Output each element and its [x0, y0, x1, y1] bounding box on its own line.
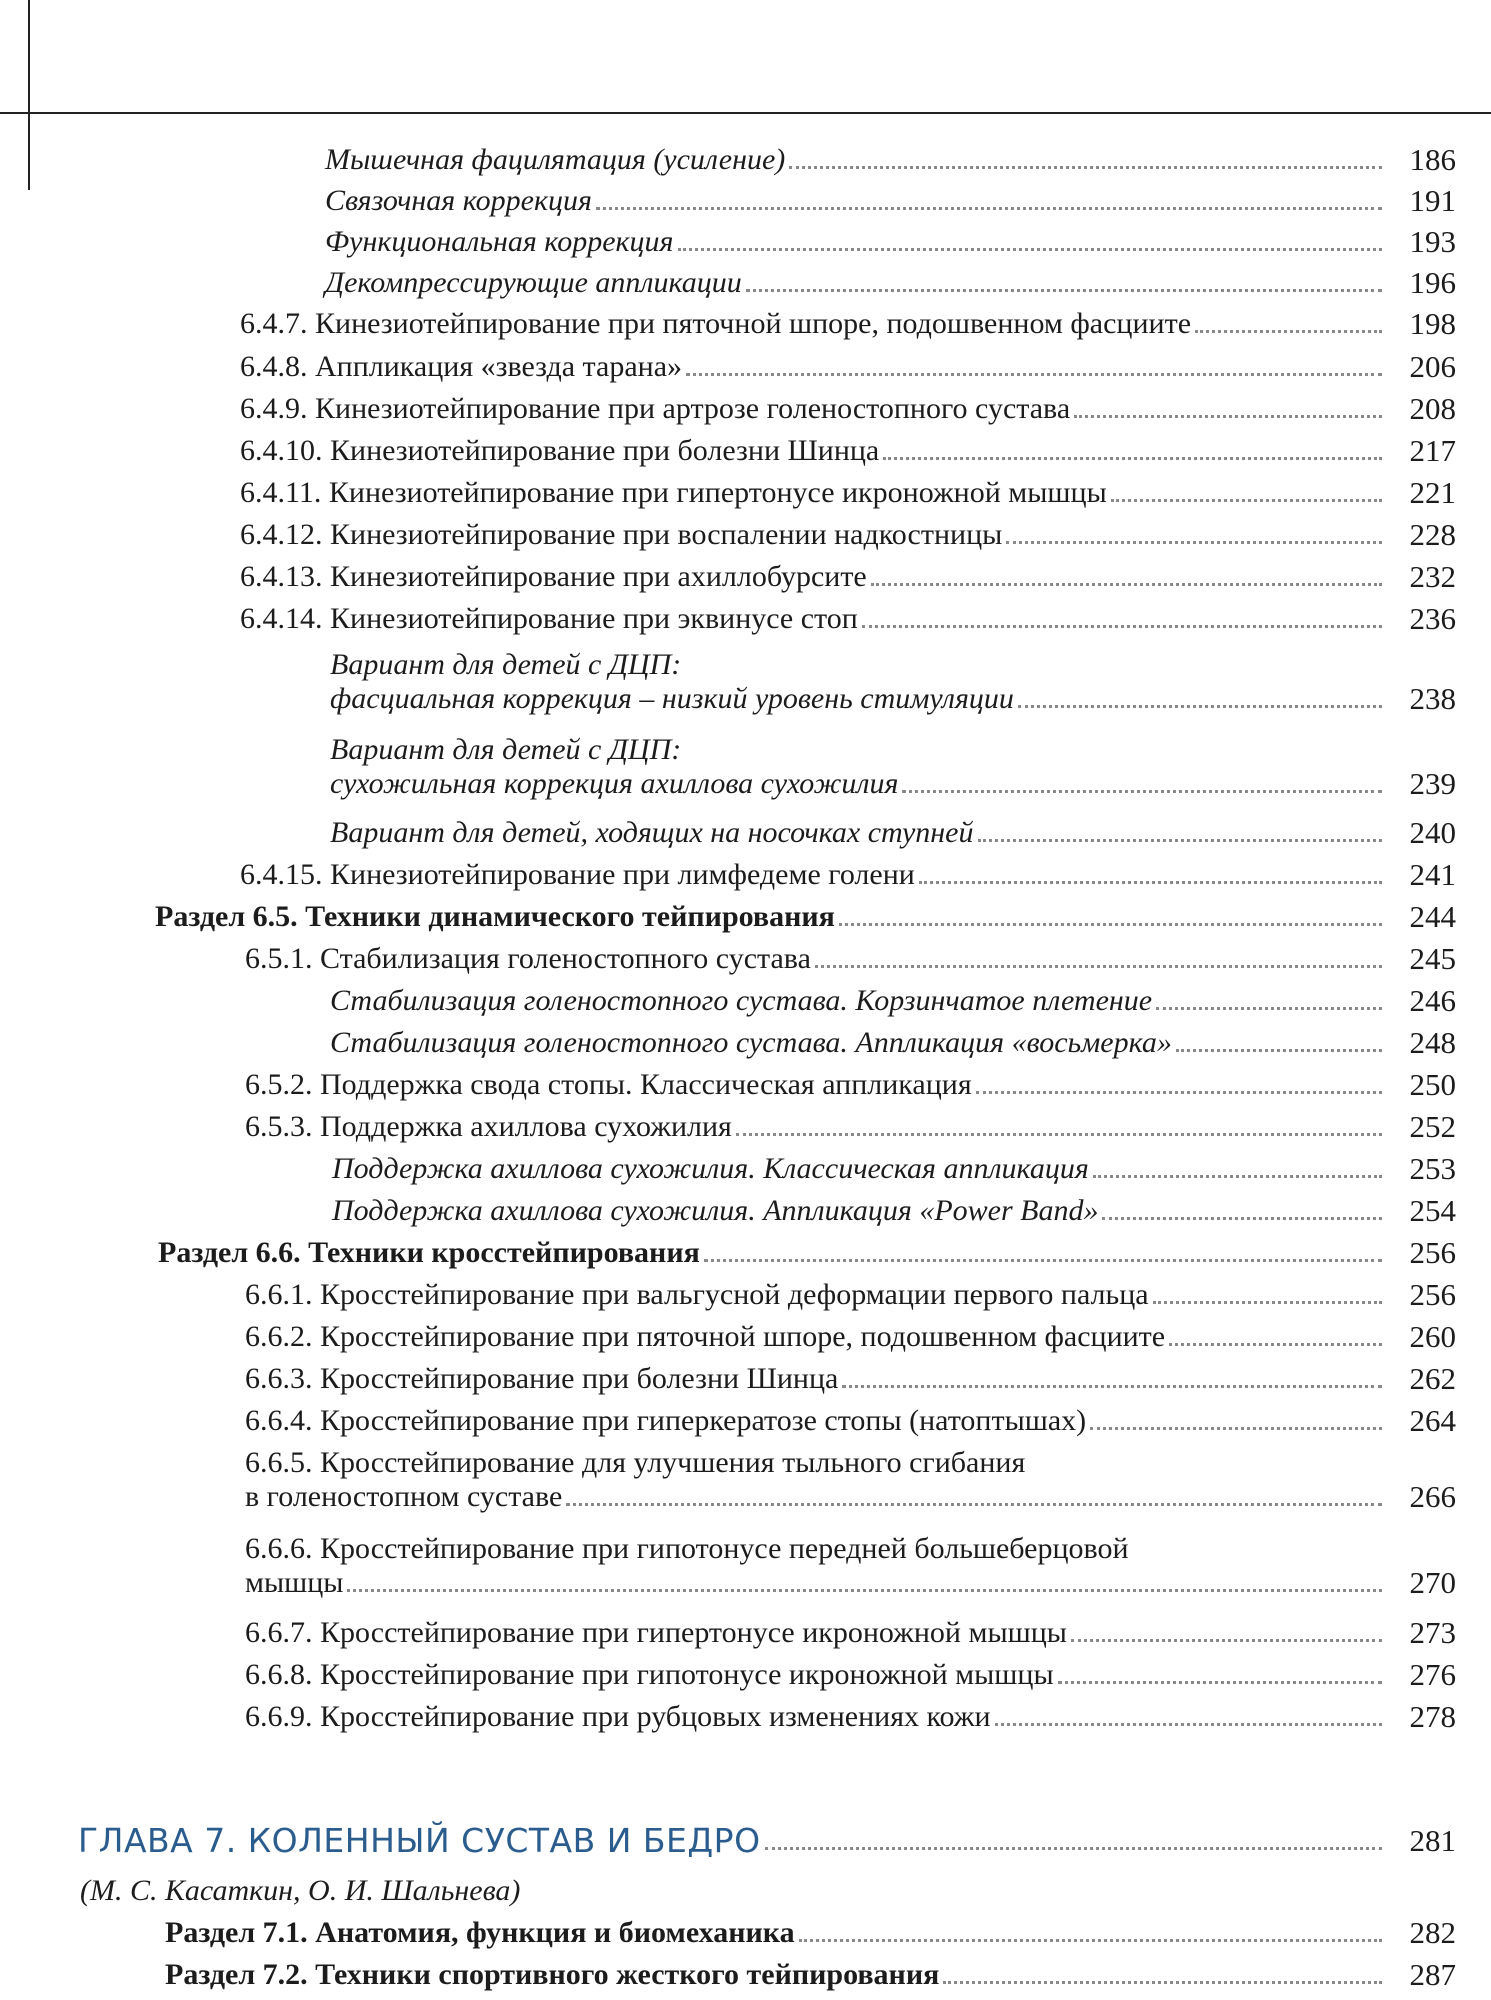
toc-entry-title: 6.6.1. Кросстейпирование при вальгусной деформации первого пальца: [245, 1278, 1149, 1311]
leader-dots: [1071, 1639, 1382, 1642]
toc-entry[interactable]: [245, 942, 1456, 976]
leader-dots: [995, 1723, 1382, 1726]
toc-entry-title: 6.5.3. Поддержка ахиллова сухожилия: [245, 1110, 732, 1143]
toc-entry-title: Поддержка ахиллова сухожилия. Аппликация «Power Band»: [332, 1194, 1099, 1227]
toc-entry[interactable]: [240, 560, 1456, 594]
toc-entry-title: Поддержка ахиллова сухожилия. Классическая аппликация: [332, 1152, 1089, 1185]
toc-entry-title: Связочная коррекция: [325, 184, 592, 217]
toc-entry-page: 228: [1409, 517, 1456, 552]
leader-dots: [1074, 415, 1382, 418]
toc-entry[interactable]: [330, 984, 1456, 1018]
leader-dots: [1156, 1007, 1382, 1010]
toc-entry-title: 6.6.8. Кросстейпирование при гипотонусе икроножной мышцы: [245, 1658, 1054, 1691]
leader-dots: [1169, 1343, 1382, 1346]
toc-entry-title-cont: сухожильная коррекция ахиллова сухожилия: [330, 767, 899, 800]
leader-dots: [1093, 1175, 1382, 1178]
toc-entry-title: Функциональная коррекция: [325, 225, 674, 258]
toc-entry-title: Вариант для детей с ДЦП:: [330, 648, 682, 681]
toc-entry-page: 266: [1409, 1479, 1456, 1514]
toc-entry-title: 6.4.14. Кинезиотейпирование при эквинусе стоп: [240, 602, 858, 635]
toc-entry-title: 6.6.5. Кросстейпирование для улучшения тыльного сгибания: [245, 1446, 1026, 1479]
crop-mark-vertical: [28, 0, 30, 190]
toc-entry-title-cont: мышцы: [245, 1566, 344, 1599]
toc-entry[interactable]: [325, 225, 1456, 259]
toc-entry-title: 6.6.3. Кросстейпирование при болезни Шинца: [245, 1362, 839, 1395]
toc-entry[interactable]: [245, 1362, 1456, 1396]
leader-dots: [1006, 541, 1382, 544]
toc-entry-page: 252: [1409, 1109, 1456, 1144]
toc-entry-page: 256: [1409, 1277, 1456, 1312]
toc-entry-title-cont: в голеностопном суставе: [245, 1480, 563, 1513]
toc-entry-page: 262: [1409, 1361, 1456, 1396]
toc-entry-title: 6.4.12. Кинезиотейпирование при воспалении надкостницы: [240, 518, 1003, 551]
toc-entry-title: 6.6.9. Кросстейпирование при рубцовых изменениях кожи: [245, 1700, 991, 1733]
chapter-title: ГЛАВА 7. КОЛЕННЫЙ СУСТАВ И БЕДРО: [78, 1821, 761, 1860]
toc-entry-page: 270: [1409, 1565, 1456, 1600]
leader-dots: [1058, 1681, 1382, 1684]
toc-entry-title: 6.6.2. Кросстейпирование при пяточной шпоре, подошвенном фасциите: [245, 1320, 1166, 1353]
toc-entry-page: 250: [1409, 1067, 1456, 1102]
leader-dots: [1195, 330, 1382, 333]
toc-entry-title: 6.4.13. Кинезиотейпирование при ахиллобурсите: [240, 560, 867, 593]
leader-dots: [566, 1503, 1382, 1506]
toc-entry[interactable]: [325, 266, 1456, 300]
toc-entry-page: 186: [1409, 142, 1456, 177]
toc-entry-page: 206: [1409, 349, 1456, 384]
toc-entry-page: 198: [1409, 306, 1456, 341]
toc-entry[interactable]: [240, 434, 1456, 468]
leader-dots: [1111, 499, 1382, 502]
toc-entry-title: Стабилизация голеностопного сустава. Корзинчатое плетение: [330, 984, 1153, 1017]
leader-dots: [842, 1385, 1382, 1388]
toc-entry-page: 232: [1409, 559, 1456, 594]
toc-entry-page: 273: [1409, 1615, 1456, 1650]
toc-entry[interactable]: [330, 1026, 1456, 1060]
toc-entry-title: 6.4.9. Кинезиотейпирование при артрозе голеностопного сустава: [240, 392, 1071, 425]
leader-dots: [919, 881, 1382, 884]
leader-dots: [815, 965, 1382, 968]
leader-dots: [704, 1259, 1382, 1262]
toc-section[interactable]: [155, 900, 1456, 934]
toc-entry[interactable]: [240, 602, 1456, 636]
toc-entry[interactable]: [240, 858, 1456, 892]
leader-dots: [883, 457, 1382, 460]
toc-entry[interactable]: [240, 392, 1456, 426]
toc-entry-page: 240: [1409, 815, 1456, 850]
toc-entry[interactable]: [330, 816, 1456, 850]
toc-entry-page: 191: [1409, 183, 1456, 218]
toc-entry[interactable]: [245, 1110, 1456, 1144]
leader-dots: [1090, 1427, 1382, 1430]
toc-entry-title: Раздел 6.6. Техники кросстейпирования: [158, 1236, 700, 1269]
toc-section[interactable]: [165, 1958, 1456, 1992]
toc-entry-title: Раздел 7.2. Техники спортивного жесткого тейпирования: [165, 1958, 940, 1991]
toc-entry[interactable]: [240, 350, 1456, 384]
leader-dots: [347, 1589, 1382, 1592]
toc-entry-page: 208: [1409, 391, 1456, 426]
toc-entry[interactable]: [245, 1532, 1456, 1600]
toc-entry-title: 6.4.15. Кинезиотейпирование при лимфедеме голени: [240, 858, 915, 891]
toc-entry-title: Раздел 6.5. Техники динамического тейпирования: [155, 900, 835, 933]
leader-dots: [789, 166, 1382, 169]
toc-entry-page: 244: [1409, 899, 1456, 934]
leader-dots: [765, 1847, 1382, 1850]
leader-dots: [678, 248, 1383, 251]
toc-entry[interactable]: [332, 1194, 1456, 1228]
toc-entry[interactable]: [245, 1658, 1456, 1692]
leader-dots: [1153, 1301, 1382, 1304]
toc-entry-page: 260: [1409, 1319, 1456, 1354]
toc-entry-page: 239: [1409, 766, 1456, 801]
toc-entry-title-cont: фасциальная коррекция – низкий уровень стимуляции: [330, 682, 1014, 715]
toc-entry-page: 238: [1409, 681, 1456, 716]
toc-entry[interactable]: [245, 1446, 1456, 1514]
toc-entry-page: 246: [1409, 983, 1456, 1018]
toc-entry[interactable]: [245, 1404, 1456, 1438]
toc-entry-title: Декомпрессирующие аппликации: [325, 266, 742, 299]
toc-entry-title: 6.6.6. Кросстейпирование при гипотонусе передней большеберцовой: [245, 1532, 1129, 1565]
leader-dots: [871, 583, 1382, 586]
toc-entry-page: 217: [1409, 433, 1456, 468]
toc-entry-page: 193: [1409, 224, 1456, 259]
toc-entry[interactable]: [245, 1068, 1456, 1102]
toc-entry-page: 236: [1409, 601, 1456, 636]
toc-entry-title: 6.4.10. Кинезиотейпирование при болезни Шинца: [240, 434, 880, 467]
leader-dots: [943, 1981, 1382, 1984]
toc-entry[interactable]: [245, 1616, 1456, 1650]
leader-dots: [736, 1133, 1382, 1136]
toc-entry-title: Мышечная фацилятация (усиление): [325, 143, 786, 176]
leader-dots: [1176, 1049, 1382, 1052]
toc-entry-page: 221: [1409, 475, 1456, 510]
toc-entry-title: 6.6.7. Кросстейпирование при гипертонусе икроножной мышцы: [245, 1616, 1067, 1649]
leader-dots: [799, 1939, 1382, 1942]
toc-entry[interactable]: [325, 143, 1456, 177]
leader-dots: [902, 790, 1382, 793]
toc-entry-page: 253: [1409, 1151, 1456, 1186]
toc-entry[interactable]: [240, 307, 1456, 341]
toc-entry-page: 287: [1409, 1957, 1456, 1992]
leader-dots: [976, 1091, 1382, 1094]
leader-dots: [862, 625, 1382, 628]
leader-dots: [839, 923, 1382, 926]
toc-entry-page: 245: [1409, 941, 1456, 976]
toc-entry-page: 264: [1409, 1403, 1456, 1438]
toc-entry-page: 248: [1409, 1025, 1456, 1060]
toc-entry-title: Вариант для детей с ДЦП:: [330, 733, 682, 766]
leader-dots: [746, 289, 1382, 292]
toc-entry-page: 241: [1409, 857, 1456, 892]
toc-entry[interactable]: [245, 1320, 1456, 1354]
toc-entry-title: 6.5.2. Поддержка свода стопы. Классическая аппликация: [245, 1068, 972, 1101]
leader-dots: [596, 207, 1382, 210]
toc-section[interactable]: [158, 1236, 1456, 1270]
toc-chapter[interactable]: [78, 1821, 1456, 1860]
crop-mark-horizontal: [0, 112, 1491, 114]
toc-entry[interactable]: [325, 184, 1456, 218]
toc-entry-page: 196: [1409, 265, 1456, 300]
toc-entry[interactable]: [240, 518, 1456, 552]
toc-entry-title: Раздел 7.1. Анатомия, функция и биомеханика: [165, 1916, 795, 1949]
toc-entry-title: Стабилизация голеностопного сустава. Аппликация «восьмерка»: [330, 1026, 1172, 1059]
toc-entry-page: 254: [1409, 1193, 1456, 1228]
toc-entry[interactable]: [245, 1278, 1456, 1312]
chapter-authors: [80, 1874, 520, 1908]
toc-entry-page: 278: [1409, 1699, 1456, 1734]
toc-entry-title: 6.4.11. Кинезиотейпирование при гипертонусе икроножной мышцы: [240, 476, 1107, 509]
toc-entry-title: 6.5.1. Стабилизация голеностопного сустава: [245, 942, 811, 975]
leader-dots: [1102, 1217, 1382, 1220]
toc-entry[interactable]: [330, 733, 1456, 801]
toc-entry-page: 281: [1409, 1823, 1456, 1858]
toc-entry-page: 282: [1409, 1915, 1456, 1950]
leader-dots: [978, 839, 1383, 842]
toc-entry[interactable]: [240, 476, 1456, 510]
toc-entry-page: 256: [1409, 1235, 1456, 1270]
toc-entry-title: Вариант для детей, ходящих на носочках ступней: [330, 816, 974, 849]
toc-entry-title: 6.4.8. Аппликация «звезда тарана»: [240, 350, 683, 383]
toc-entry[interactable]: [332, 1152, 1456, 1186]
authors-text: (М. С. Касаткин, О. И. Шальнева): [80, 1874, 521, 1907]
toc-section[interactable]: [165, 1916, 1456, 1950]
toc-entry[interactable]: [330, 648, 1456, 716]
leader-dots: [1018, 705, 1382, 708]
toc-entry-title: 6.6.4. Кросстейпирование при гиперкератозе стопы (натоптышах): [245, 1404, 1087, 1437]
toc-entry-page: 276: [1409, 1657, 1456, 1692]
toc-entry[interactable]: [245, 1700, 1456, 1734]
leader-dots: [686, 373, 1382, 376]
toc-entry-title: 6.4.7. Кинезиотейпирование при пяточной шпоре, подошвенном фасциите: [240, 307, 1192, 340]
